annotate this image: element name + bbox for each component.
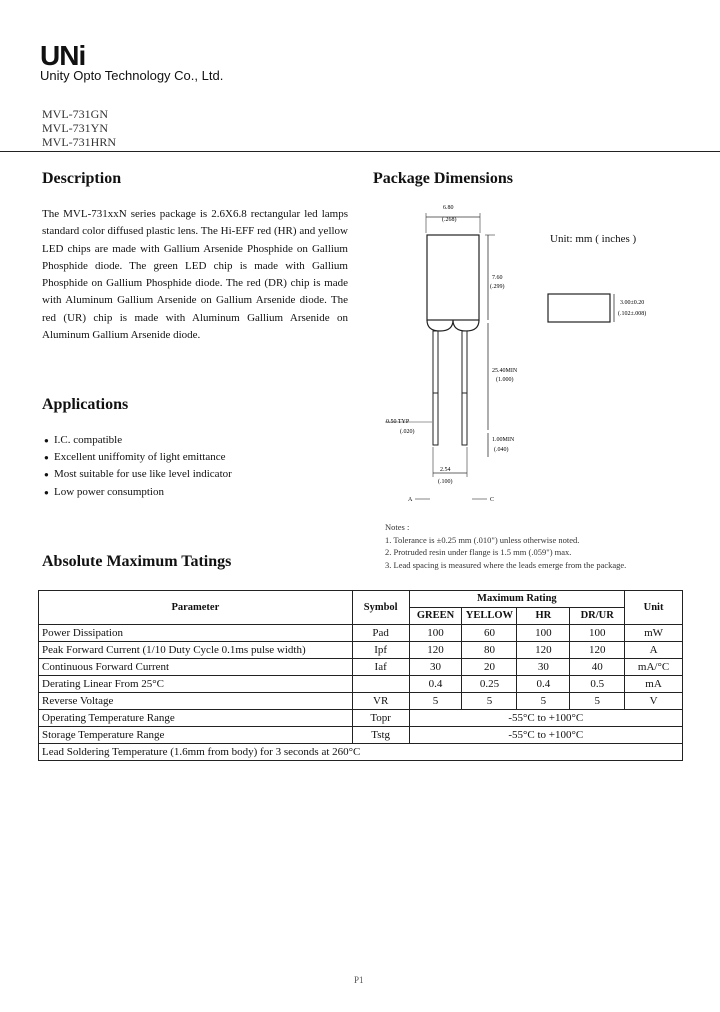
table-header-row: [39, 591, 683, 608]
value-cell: 5: [462, 693, 517, 710]
value-cell: 40: [570, 659, 625, 676]
dim-width-in: (.268): [442, 217, 457, 223]
model-number: MVL-731HRN: [42, 135, 116, 149]
value-cell: 80: [462, 642, 517, 659]
table-row: [39, 625, 683, 642]
value-cell: 5: [570, 693, 625, 710]
model-list: [42, 107, 116, 149]
unit-cell: mA/°C: [625, 659, 683, 676]
table-row: [39, 710, 683, 727]
col-header-parameter: Parameter: [39, 591, 353, 625]
col-header-yellow: YELLOW: [462, 608, 517, 625]
led-side-view: [548, 294, 610, 322]
anode-lead-upper: [433, 331, 438, 393]
list-item: ● I.C. compatible: [44, 432, 232, 449]
list-item: ● Low power consumption: [44, 484, 232, 501]
table-row: [39, 727, 683, 744]
package-drawing: [370, 195, 670, 515]
description-text: The MVL-731xxN series package is 2.6X6.8 rectangular led lamps standard color diffused plastic lens. The Hi-EFF red (HR) and yellow LED chips are made with Gallium Arsenide Phosphide on Gallium Phosphide diode. The green LED chip is made with Gallium Phosphide on Gallium Phosphide diode. The red (DR) chip is made with Aluminum Gallium Arsenide on Gallium Arsenide diode. The red (UR) chip is made with Aluminum Gallium Arsenide on Aluminum Gallium Arsenide diode.: [42, 208, 348, 342]
page-number: P1: [354, 975, 364, 985]
anode-label: A: [408, 497, 413, 503]
cathode-lead-upper: [462, 331, 467, 393]
dim-lead-in: (1.000): [496, 377, 514, 383]
value-cell: 60: [462, 625, 517, 642]
col-header-symbol: Symbol: [352, 591, 409, 625]
param-cell: Derating Linear From 25°C: [39, 676, 353, 693]
symbol-cell: VR: [352, 693, 409, 710]
col-header-dr-ur: DR/UR: [570, 608, 625, 625]
param-cell: Storage Temperature Range: [39, 727, 353, 744]
dim-lead-square-in: (.020): [400, 429, 415, 435]
applications-heading: Applications: [42, 396, 129, 413]
applications-list: [44, 432, 232, 501]
col-header-green: GREEN: [409, 608, 462, 625]
package-heading: Package Dimensions: [373, 170, 513, 187]
unit-label: Unit: mm ( inches ): [550, 233, 637, 245]
value-cell: 5: [409, 693, 462, 710]
value-cell: 0.4: [409, 676, 462, 693]
symbol-cell: Iaf: [352, 659, 409, 676]
symbol-cell: Ipf: [352, 642, 409, 659]
ratings-table: [38, 590, 683, 761]
led-flange: [427, 320, 479, 331]
symbol-cell: Topr: [352, 710, 409, 727]
value-cell: 120: [570, 642, 625, 659]
model-number: MVL-731YN: [42, 121, 108, 135]
dim-body-in: (.299): [490, 284, 505, 290]
param-cell: Continuous Forward Current: [39, 659, 353, 676]
symbol-cell: [352, 676, 409, 693]
value-cell: 120: [409, 642, 462, 659]
dim-width-mm: 6.80: [443, 205, 454, 211]
list-item: ● Most suitable for use like level indicator: [44, 466, 232, 483]
dim-lead-square-mm: 0.50 TYP: [386, 419, 410, 425]
param-cell: Peak Forward Current (1/10 Duty Cycle 0.1ms pulse width): [39, 642, 353, 659]
value-cell: 0.5: [570, 676, 625, 693]
unit-cell: V: [625, 693, 683, 710]
notes-heading: Notes :: [385, 522, 410, 532]
value-cell: -55°C to +100°C: [409, 710, 682, 727]
value-cell: 5: [517, 693, 570, 710]
company-logo: UNi: [40, 40, 86, 71]
note-item: 3. Lead spacing is measured where the leads emerge from the package.: [385, 559, 627, 570]
table-row: [39, 676, 683, 693]
value-cell: -55°C to +100°C: [409, 727, 682, 744]
led-body: [427, 235, 479, 320]
param-cell: Operating Temperature Range: [39, 710, 353, 727]
value-cell: 100: [409, 625, 462, 642]
list-item: ● Excellent uniffomity of light emittance: [44, 449, 232, 466]
table-row: [39, 642, 683, 659]
dim-flange-in: (.040): [494, 447, 509, 453]
note-item: 2. Protruded resin under flange is 1.5 mm (.059") max.: [385, 547, 572, 557]
cathode-lead-lower: [462, 393, 467, 445]
value-cell: 0.4: [517, 676, 570, 693]
table-row: [39, 659, 683, 676]
col-header-unit: Unit: [625, 591, 683, 625]
col-header-hr: HR: [517, 608, 570, 625]
header-divider: [0, 151, 720, 152]
dim-body-mm: 7.60: [492, 275, 503, 281]
dim-lead-mm: 25.40MIN: [492, 368, 518, 374]
model-number: MVL-731GN: [42, 107, 108, 121]
value-cell: 100: [517, 625, 570, 642]
note-item: 1. Tolerance is ±0.25 mm (.010") unless otherwise noted.: [385, 534, 580, 545]
table-row: [39, 693, 683, 710]
unit-cell: mW: [625, 625, 683, 642]
company-name: Unity Opto Technology Co., Ltd.: [40, 68, 224, 83]
table-row: [39, 744, 683, 761]
unit-cell: mA: [625, 676, 683, 693]
dim-spacing-in: (.100): [438, 479, 453, 485]
param-cell: Reverse Voltage: [39, 693, 353, 710]
value-cell: 20: [462, 659, 517, 676]
value-cell: 30: [517, 659, 570, 676]
dim-side-mm: 3.00±0.20: [620, 300, 645, 306]
symbol-cell: Pad: [352, 625, 409, 642]
solder-cell: Lead Soldering Temperature (1.6mm from body) for 3 seconds at 260°C: [39, 744, 683, 761]
description-heading: Description: [42, 170, 122, 187]
package-notes: [385, 521, 626, 571]
value-cell: 120: [517, 642, 570, 659]
col-header-max-rating: Maximum Rating: [409, 591, 625, 608]
dim-side-in: (.102±.008): [618, 311, 647, 317]
ratings-heading: Absolute Maximum Tatings: [42, 553, 232, 570]
anode-lead-lower: [433, 393, 438, 445]
value-cell: 30: [409, 659, 462, 676]
unit-cell: A: [625, 642, 683, 659]
cathode-label: C: [490, 497, 495, 503]
dim-spacing-mm: 2.54: [440, 467, 451, 473]
symbol-cell: Tstg: [352, 727, 409, 744]
dim-flange-mm: 1.00MIN: [492, 437, 515, 443]
value-cell: 100: [570, 625, 625, 642]
param-cell: Power Dissipation: [39, 625, 353, 642]
value-cell: 0.25: [462, 676, 517, 693]
